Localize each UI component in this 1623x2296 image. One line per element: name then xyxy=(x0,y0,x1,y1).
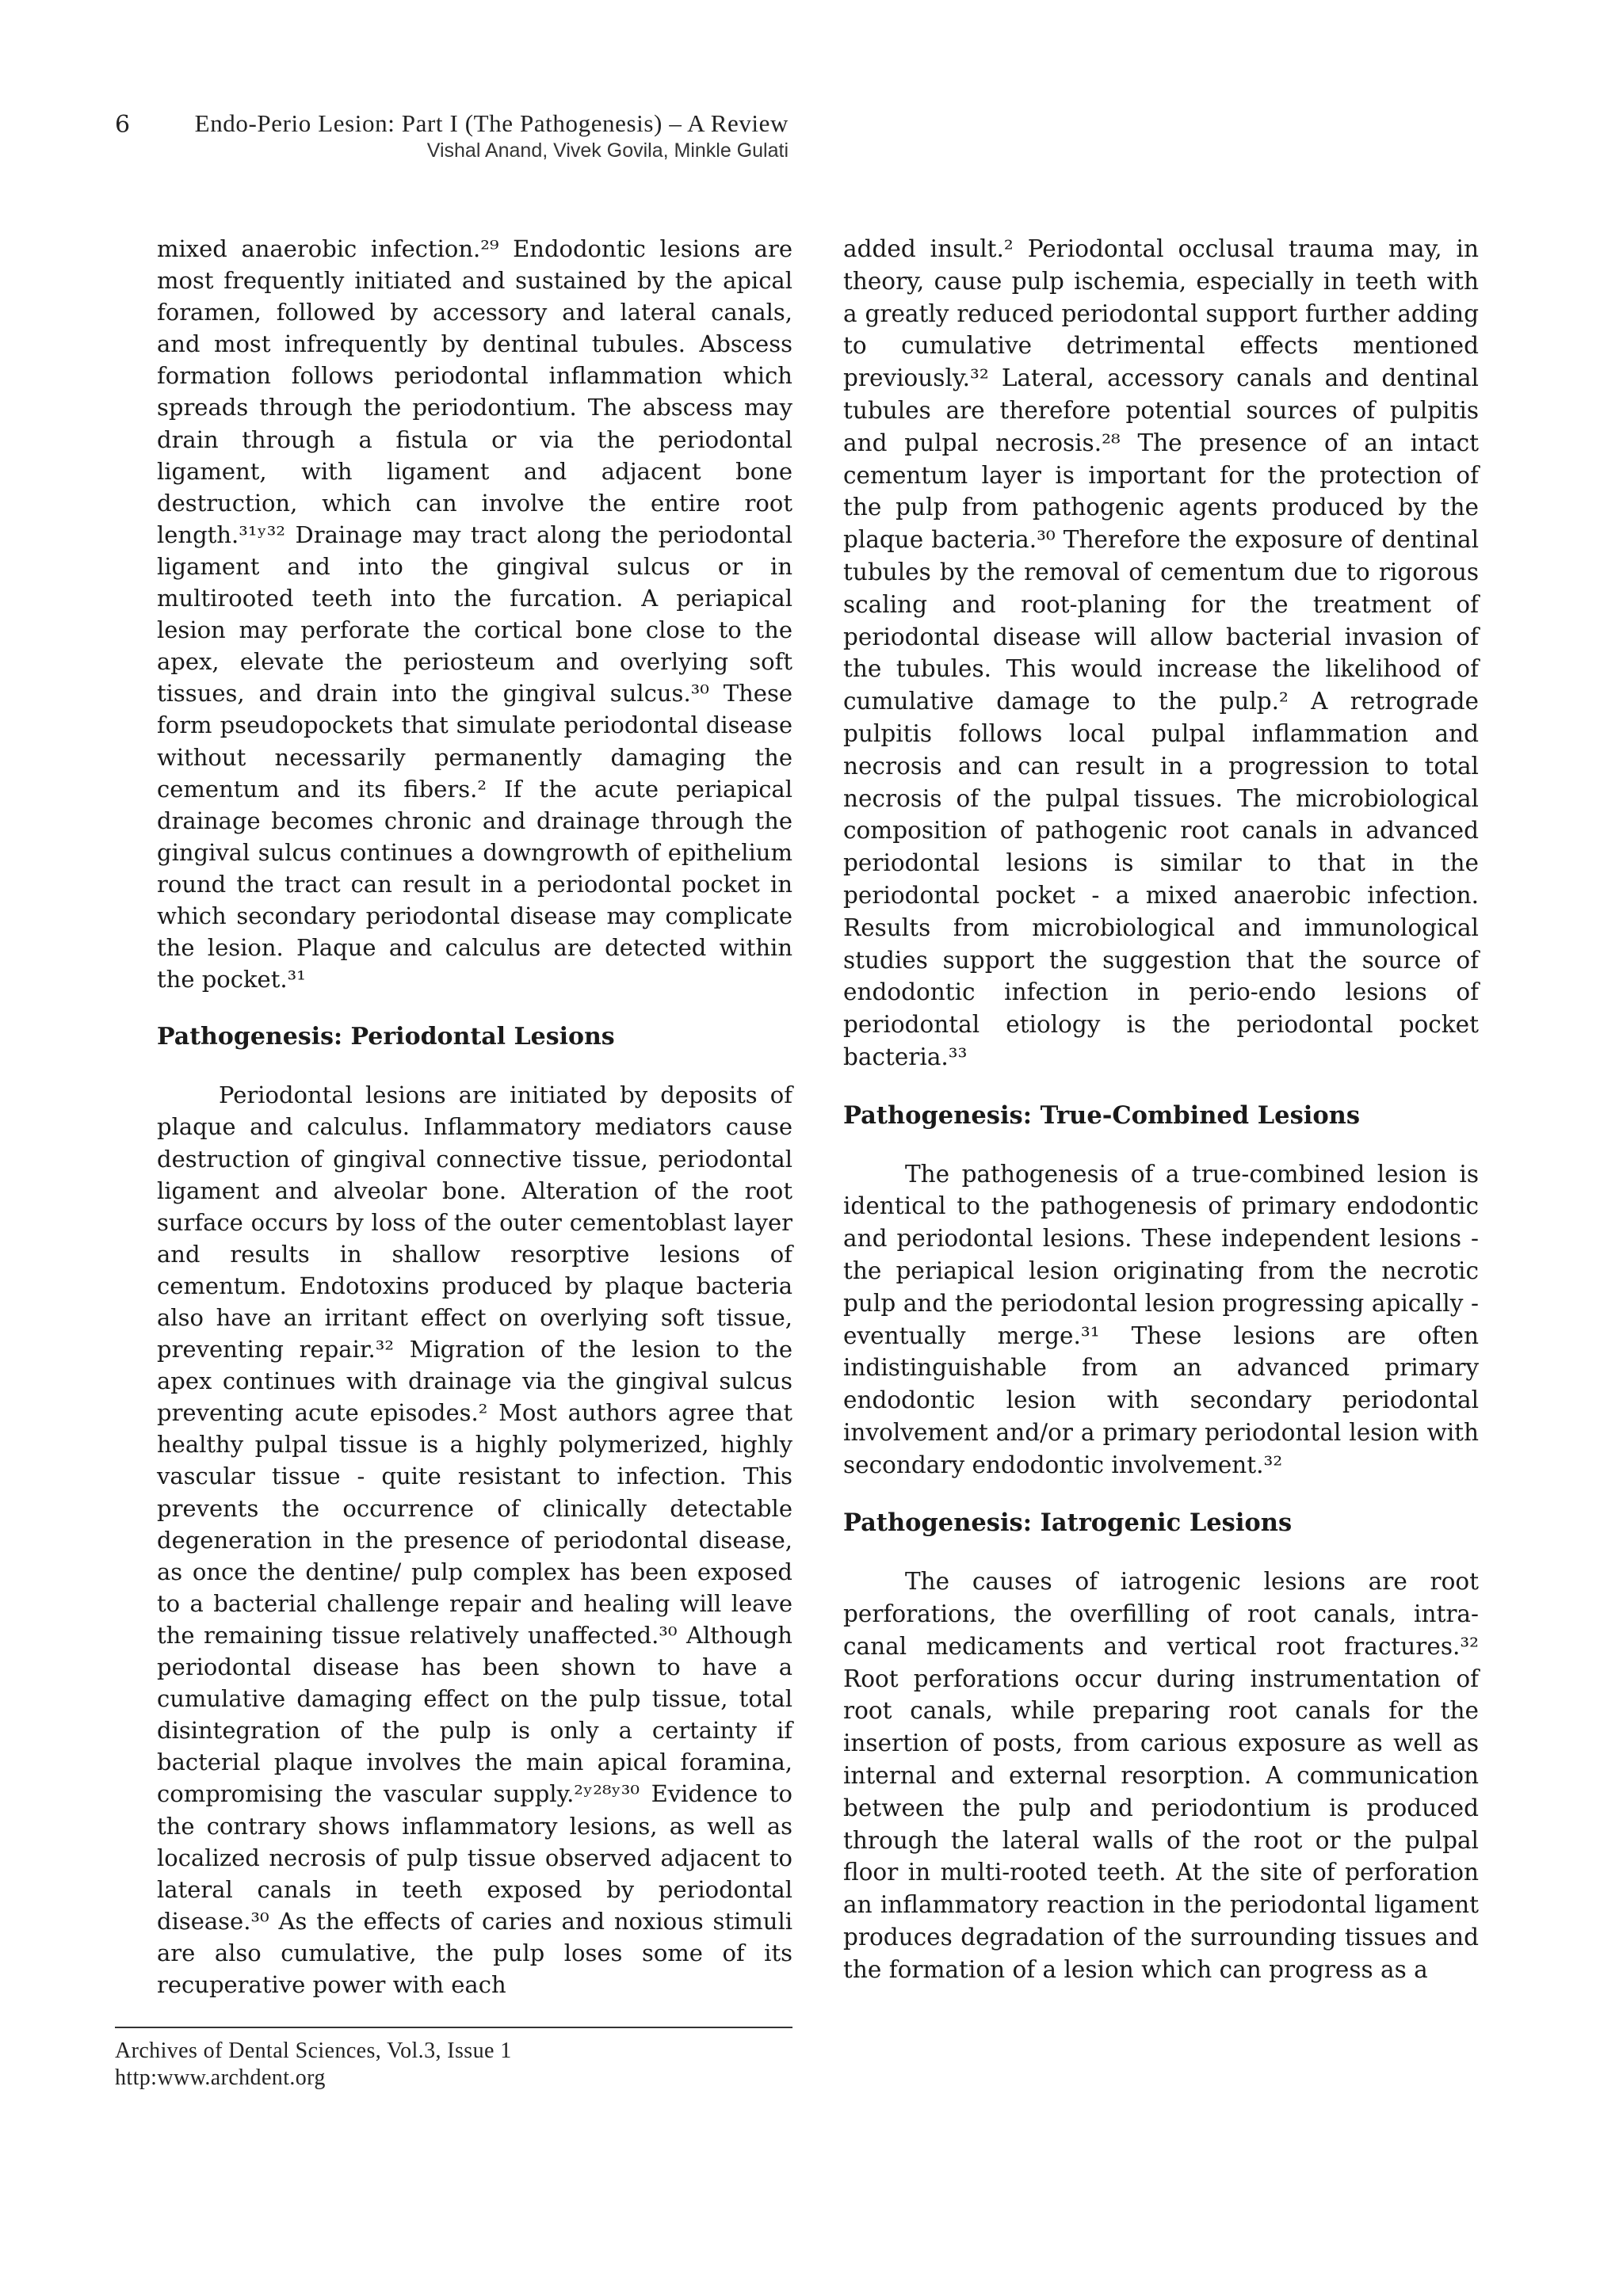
footer-divider xyxy=(115,2027,792,2028)
section-heading-iatrogenic-lesions: Pathogenesis: Iatrogenic Lesions xyxy=(843,1508,1293,1538)
right-paragraph-1: added insult.² Periodontal occlusal trauma may, in theory, cause pulp ischemia, especially in teeth with a greatly reduced periodontal support further adding to cumulative detrimental effects mentioned previously.³² Lateral, accessory canals and dentinal tubules are therefore potential sources of pulpitis and pulpal necrosis.²⁸ The presence of an intact cementum layer is important for the protection of the pulp from pathogenic agents produced by the plaque bacteria.³⁰ Therefore the exposure of dentinal tubules by the removal of cementum due to rigorous scaling and root-planing for the treatment of periodontal disease will allow bacterial invasion of the tubules. This would increase the likelihood of cumulative damage to the pulp.² A retrograde pulpitis follows local pulpal inflammation and necrosis and can result in a progression to total necrosis of the pulpal tissues. The microbiological composition of pathogenic root canals in advanced periodontal lesions is similar to that in the periodontal pocket - a mixed anaerobic infection. Results from microbiological and immunological studies support the suggestion that the source of endodontic infection in perio-endo lesions of periodontal etiology is the periodontal pocket bacteria.³³ xyxy=(843,235,1479,1070)
footer-journal: Archives of Dental Sciences, Vol.3, Issue 1 xyxy=(115,2039,512,2063)
section-heading-true-combined-lesions: Pathogenesis: True-Combined Lesions xyxy=(843,1100,1361,1130)
left-paragraph-2: Periodontal lesions are initiated by deposits of plaque and calculus. Inflammatory mediators cause destruction of gingival connective tissue, periodontal ligament and alveolar bone. Alteration of the root surface occurs by loss of the outer cementoblast layer and results in shallow resorptive lesions of cementum. Endotoxins produced by plaque bacteria also have an irritant effect on overlying soft tissue, preventing repair.³² Migration of the lesion to the apex continues with drainage via the gingival sulcus preventing acute episodes.² Most authors agree that healthy pulpal tissue is a highly polymerized, highly vascular tissue - quite resistant to infection. This prevents the occurrence of clinically detectable degeneration in the presence of periodontal disease, as once the dentine/ pulp complex has been exposed to a bacterial challenge repair and healing will leave the remaining tissue relatively unaffected.³⁰ Although periodontal disease has been shown to have a cumulative damaging effect on the pulp tissue, total disintegration of the pulp is only a certainty if bacterial plaque involves the main apical foramina, compromising the vascular supply.²ʸ²⁸ʸ³⁰ Evidence to the contrary shows inflammatory lesions, as well as localized necrosis of pulp tissue observed adjacent to lateral canals in teeth exposed by periodontal disease.³⁰ As the effects of caries and noxious stimuli are also cumulative, the pulp loses some of its recuperative power with each xyxy=(157,1081,792,1998)
section-heading-periodontal-lesions: Pathogenesis: Periodontal Lesions xyxy=(157,1023,615,1051)
left-column xyxy=(157,233,792,2000)
running-authors: Vishal Anand, Vivek Govila, Minkle Gulati xyxy=(426,139,789,162)
left-paragraph-1: mixed anaerobic infection.²⁹ Endodontic lesions are most frequently initiated and sustained by the apical foramen, followed by accessory and lateral canals, and most infrequently by dentinal tubules. Abscess formation follows periodontal inflammation which spreads through the periodontium. The abscess may drain through a fistula or via the periodontal ligament, with ligament and adjacent bone destruction, which can involve the entire root length.³¹ʸ³² Drainage may tract along the periodontal ligament and into the gingival sulcus or in multirooted teeth into the furcation. A periapical lesion may perforate the cortical bone close to the apex, elevate the periosteum and overlying soft tissues, and drain into the gingival sulcus.³⁰ These form pseudopockets that simulate periodontal disease without necessarily permanently damaging the cementum and its fibers.² If the acute periapical drainage becomes chronic and drainage through the gingival sulcus continues a downgrowth of epithelium round the tract can result in a periodontal pocket in which secondary periodontal disease may complicate the lesion. Plaque and calculus are detected within the pocket.³¹ xyxy=(157,235,792,994)
page-number: 6 xyxy=(115,111,131,139)
right-paragraph-3: The causes of iatrogenic lesions are root perforations, the overfilling of root canals, intra-canal medicaments and vertical root fractures.³² Root perforations occur during instrumentation of root canals, while preparing root canals for the insertion of posts, from carious exposure as well as internal and external resorption. A communication between the pulp and periodontium is produced through the lateral walls of the root or the pulpal floor in multi-rooted teeth. At the site of perforation an inflammatory reaction in the periodontal ligament produces degradation of the surrounding tissues and the formation of a lesion which can progress as a xyxy=(843,1568,1479,1983)
right-paragraph-2: The pathogenesis of a true-combined lesion is identical to the pathogenesis of primary endodontic and periodontal lesions. These independent lesions - the periapical lesion originating from the necrotic pulp and the periodontal lesion progressing apically - eventually merge.³¹ These lesions are often indistinguishable from an advanced primary endodontic lesion with secondary periodontal involvement and/or a primary periodontal lesion with secondary endodontic involvement.³² xyxy=(843,1160,1479,1478)
footer-url[interactable]: http:www.archdent.org xyxy=(115,2065,326,2090)
running-title: Endo-Perio Lesion: Part I (The Pathogenesis) – A Review xyxy=(194,109,789,137)
right-column xyxy=(843,233,1479,1986)
